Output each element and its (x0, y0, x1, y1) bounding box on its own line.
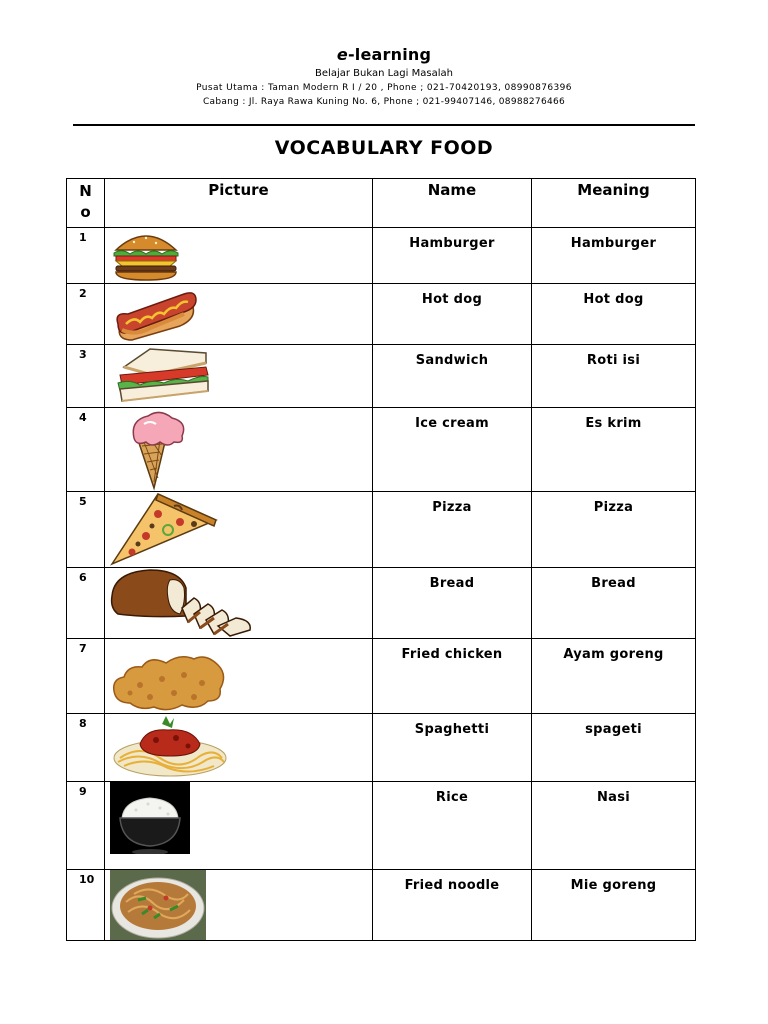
picture-cell (105, 870, 373, 941)
food-name: Bread (373, 568, 532, 639)
food-meaning: Ayam goreng (532, 639, 696, 714)
picture-cell (105, 345, 373, 408)
column-header-meaning: Meaning (532, 179, 696, 228)
table-row (67, 870, 696, 941)
column-header-no (67, 179, 105, 228)
picture-cell (105, 782, 373, 870)
fried-noodle-icon (110, 870, 206, 940)
fried-chicken-icon (110, 639, 230, 713)
food-meaning: Pizza (532, 492, 696, 568)
row-number: 7 (67, 639, 105, 714)
row-number: 1 (67, 228, 105, 284)
table-header-row (67, 179, 696, 228)
rice-icon (110, 782, 190, 862)
food-name: Sandwich (373, 345, 532, 408)
brand-title (0, 45, 768, 64)
brand-prefix: e (336, 45, 348, 64)
food-meaning: Roti isi (532, 345, 696, 408)
row-number: 4 (67, 408, 105, 492)
food-name: Ice cream (373, 408, 532, 492)
column-header-no-line1: N (79, 182, 92, 200)
row-number: 9 (67, 782, 105, 870)
hot-dog-icon (110, 284, 200, 344)
row-number: 10 (67, 870, 105, 941)
picture-cell (105, 714, 373, 782)
food-name: Fried noodle (373, 870, 532, 941)
picture-cell (105, 639, 373, 714)
address-branch: Cabang : Jl. Raya Rawa Kuning No. 6, Phone ; 021-99407146, 08988276466 (202, 97, 566, 107)
hamburger-icon (110, 228, 182, 284)
food-name: Fried chicken (373, 639, 532, 714)
bread-icon (110, 568, 255, 638)
row-number: 2 (67, 284, 105, 345)
picture-cell (105, 492, 373, 568)
food-meaning: Bread (532, 568, 696, 639)
picture-cell (105, 408, 373, 492)
table-row (67, 408, 696, 492)
picture-cell (105, 228, 373, 284)
food-meaning: Hot dog (532, 284, 696, 345)
food-name: Hamburger (373, 228, 532, 284)
food-name: Pizza (373, 492, 532, 568)
ice-cream-icon (110, 408, 200, 492)
table-row (67, 714, 696, 782)
sandwich-icon (110, 345, 210, 407)
table-row (67, 782, 696, 870)
food-meaning: spageti (532, 714, 696, 782)
row-number: 3 (67, 345, 105, 408)
table-row (67, 492, 696, 568)
pizza-icon (110, 492, 220, 568)
spaghetti-icon (110, 714, 230, 780)
column-header-picture: Picture (105, 179, 373, 228)
table-row (67, 228, 696, 284)
picture-cell (105, 568, 373, 639)
row-number: 8 (67, 714, 105, 782)
food-meaning: Es krim (532, 408, 696, 492)
address-main: Pusat Utama : Taman Modern R I / 20 , Phone ; 021-70420193, 08990876396 (196, 83, 572, 93)
food-meaning: Hamburger (532, 228, 696, 284)
row-number: 5 (67, 492, 105, 568)
food-name: Rice (373, 782, 532, 870)
column-header-name: Name (373, 179, 532, 228)
header-divider (73, 124, 695, 126)
page-title: VOCABULARY FOOD (274, 137, 494, 159)
table-row (67, 345, 696, 408)
brand-suffix: -learning (347, 45, 432, 64)
food-name: Hot dog (373, 284, 532, 345)
food-meaning: Nasi (532, 782, 696, 870)
table-row (67, 284, 696, 345)
tagline: Belajar Bukan Lagi Masalah (315, 68, 453, 79)
table-row (67, 639, 696, 714)
food-name: Spaghetti (373, 714, 532, 782)
food-meaning: Mie goreng (532, 870, 696, 941)
column-header-no-line2: o (80, 203, 91, 221)
table-row (67, 568, 696, 639)
row-number: 6 (67, 568, 105, 639)
picture-cell (105, 284, 373, 345)
vocabulary-table (66, 178, 696, 941)
